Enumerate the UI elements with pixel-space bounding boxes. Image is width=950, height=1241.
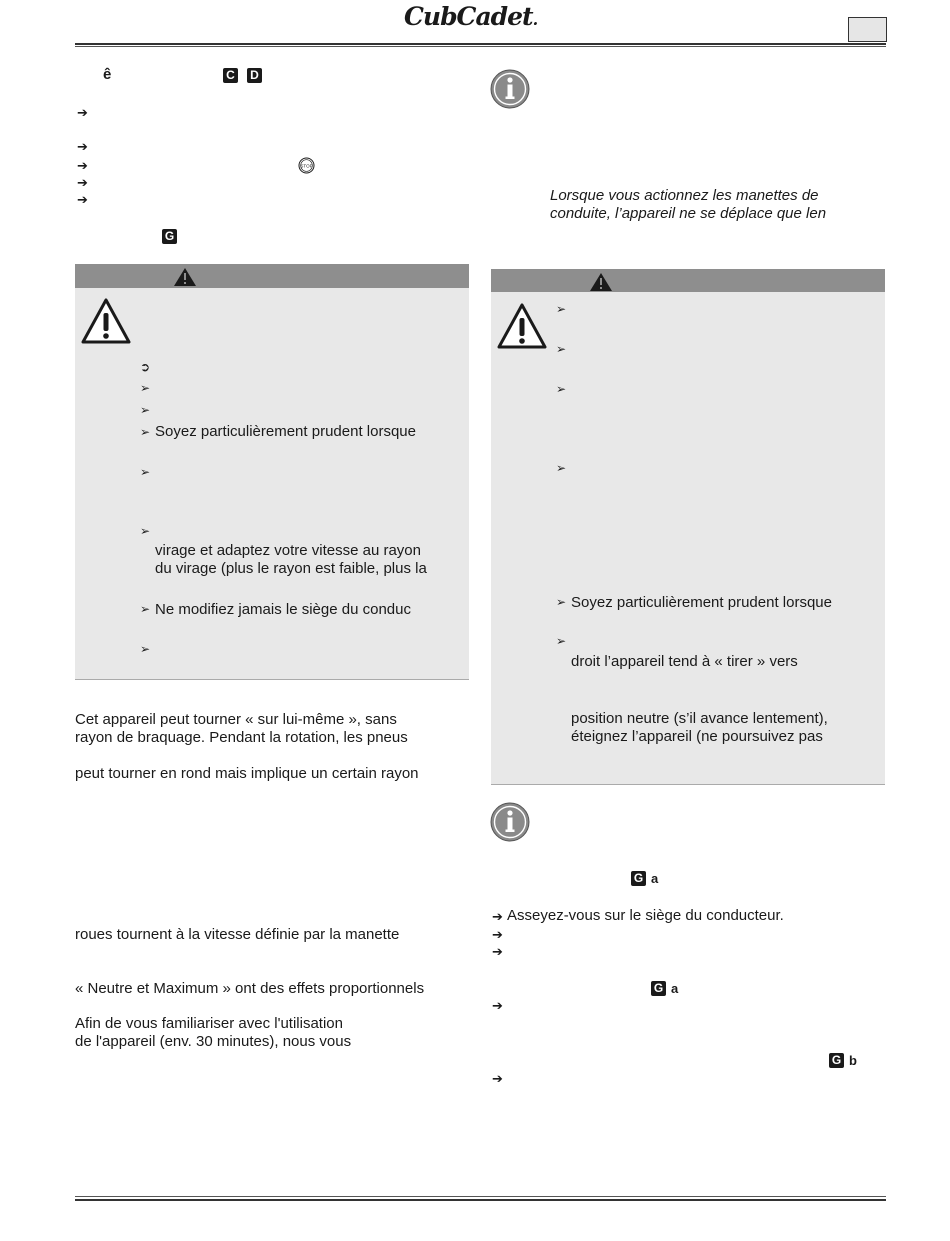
body-line: Afin de vous familiariser avec l'utilisation [75, 1015, 343, 1032]
arrow-icon: ➔ [492, 1071, 503, 1086]
body-line: roues tournent à la vitesse définie par la manette [75, 926, 400, 943]
chevron-bullet-icon: ➢ [140, 425, 151, 439]
figure-tag-d: D [247, 68, 262, 83]
warning-line: droit l’appareil tend à « tirer » vers [571, 653, 798, 670]
chevron-bullet-icon: ➢ [140, 642, 151, 656]
figure-tag-g: G [631, 871, 646, 886]
warning-line: du virage (plus le rayon est faible, plus la [155, 560, 427, 577]
chevron-bullet-icon: ➢ [140, 465, 151, 479]
info-note-line: Lorsque vous actionnez les manettes de [550, 187, 819, 204]
chevron-bullet-icon: ➢ [556, 302, 567, 316]
page-number-box [848, 17, 887, 42]
arrow-icon: ➔ [77, 158, 88, 173]
stop-icon [298, 157, 315, 174]
chevron-bullet-icon: ➢ [556, 634, 567, 648]
figure-tag-suffix: a [651, 871, 659, 886]
chevron-bullet-icon: ➢ [556, 461, 567, 475]
warning-triangle-icon [80, 297, 132, 345]
chevron-bullet-icon: ➢ [140, 602, 151, 616]
warning-line: Ne modifiez jamais le siège du conduc [155, 601, 411, 618]
body-line: rayon de braquage. Pendant la rotation, les pneus [75, 729, 408, 746]
brand-logo [404, 2, 537, 31]
step-line: Asseyez-vous sur le siège du conducteur. [507, 907, 784, 924]
info-icon [490, 69, 530, 109]
warning-box-body [75, 288, 469, 679]
warning-box-bottom-rule [491, 784, 885, 785]
header-rule [75, 43, 886, 45]
brand-logo-text: CubCadet [404, 2, 533, 31]
footer-rule-thick [75, 1199, 886, 1201]
body-line: Cet appareil peut tourner « sur lui-même », sans [75, 711, 397, 728]
warning-header-bar [75, 264, 469, 288]
warning-box-bottom-rule [75, 679, 469, 680]
circle-arrow-icon: ➲ [140, 360, 151, 374]
figure-tag-g: G [651, 981, 666, 996]
header-rule-thin [75, 46, 886, 47]
brand-logo-dot: . [532, 10, 538, 29]
figure-tag-c: C [223, 68, 238, 83]
arrow-icon: ➔ [77, 175, 88, 190]
warning-line: virage et adaptez votre vitesse au rayon [155, 542, 421, 559]
warning-line: position neutre (s’il avance lentement), [571, 710, 828, 727]
arrow-icon: ➔ [492, 909, 503, 924]
arrow-icon: ➔ [77, 139, 88, 154]
arrow-icon: ➔ [492, 998, 503, 1013]
warning-line: Soyez particulièrement prudent lorsque [571, 594, 832, 611]
warning-triangle-small-icon [589, 272, 613, 292]
chevron-bullet-icon: ➢ [556, 342, 567, 356]
figure-tag-g: G [162, 229, 177, 244]
chevron-bullet-icon: ➢ [140, 524, 151, 538]
figure-tag-suffix: a [671, 981, 679, 996]
warning-line: éteignez l’appareil (ne poursuivez pas [571, 728, 823, 745]
svg-text:STOP: STOP [300, 163, 313, 169]
chevron-bullet-icon: ➢ [556, 382, 567, 396]
warning-triangle-icon [496, 302, 548, 350]
arrow-icon: ➔ [492, 927, 503, 942]
body-line: de l'appareil (env. 30 minutes), nous vous [75, 1033, 352, 1050]
chevron-bullet-icon: ➢ [140, 381, 151, 395]
chevron-bullet-icon: ➢ [556, 595, 567, 609]
arrow-icon: ➔ [77, 105, 88, 120]
warning-header-bar [491, 269, 885, 292]
body-line: peut tourner en rond mais implique un certain rayon [75, 765, 419, 782]
figure-tag-suffix: b [849, 1053, 857, 1068]
figure-tag-g: G [829, 1053, 844, 1068]
warning-triangle-small-icon [173, 267, 197, 287]
info-icon [490, 802, 530, 842]
arrow-icon: ➔ [492, 944, 503, 959]
section-heading-char: ê [103, 66, 112, 83]
info-note-line: conduite, l’appareil ne se déplace que len [550, 205, 827, 222]
body-line: « Neutre et Maximum » ont des effets proportionnels [75, 980, 425, 997]
arrow-icon: ➔ [77, 192, 88, 207]
chevron-bullet-icon: ➢ [140, 403, 151, 417]
footer-rule [75, 1196, 886, 1197]
warning-line: Soyez particulièrement prudent lorsque [155, 423, 416, 440]
